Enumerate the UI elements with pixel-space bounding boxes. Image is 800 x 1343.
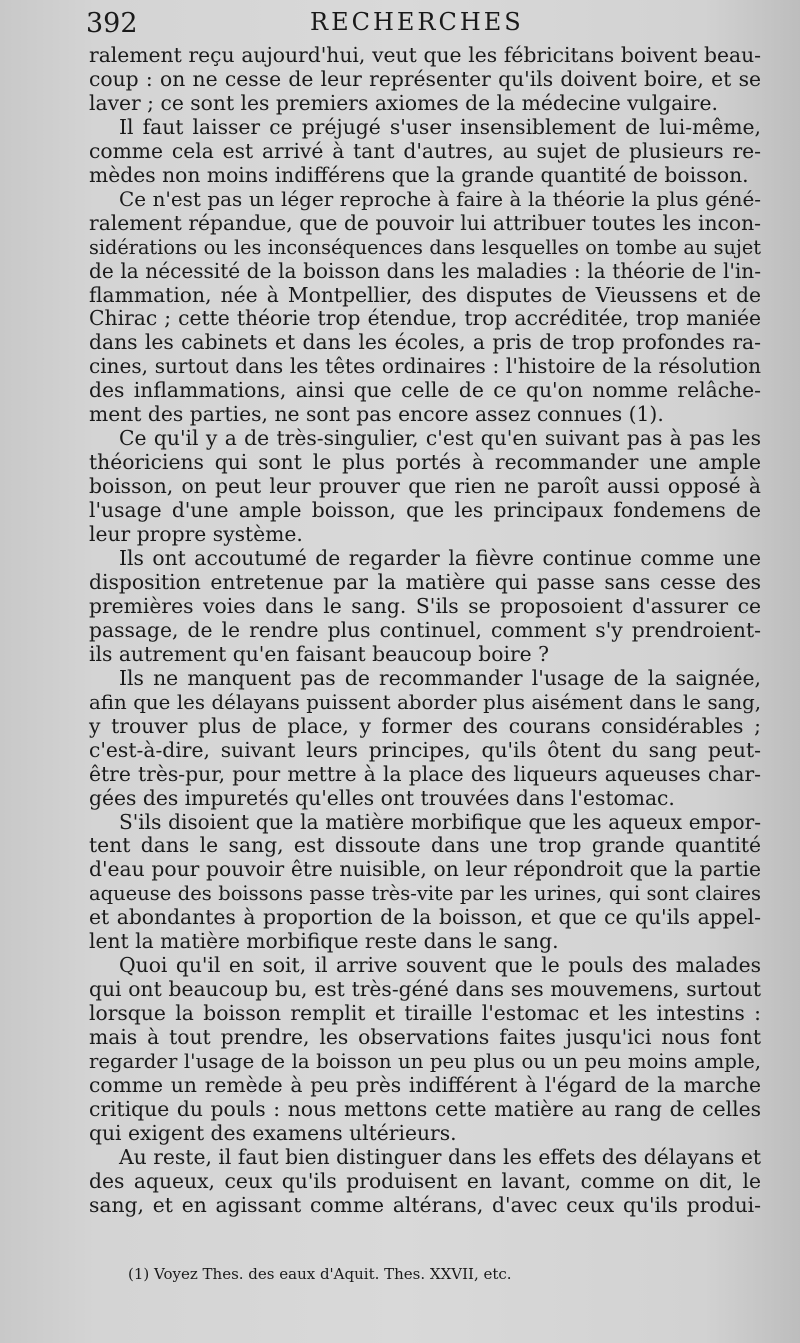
text-line: ment des parties, ne sont pas encore assez connues (1). — [89, 402, 664, 427]
text-line: lent la matière morbifique reste dans le sang. — [89, 929, 559, 954]
text-line: leur propre système. — [89, 522, 303, 547]
text-line: comme un remède à peu près indifférent à l'égard de la marche — [89, 1072, 761, 1097]
text-line: Ce n'est pas un léger reproche à faire à la théorie la plus géné- — [119, 187, 761, 211]
text-line: et abondantes à proportion de la boisson, et que ce qu'ils appel- — [89, 905, 761, 930]
text-line: sang, et en agissant comme altérans, d'avec ceux qu'ils produi- — [89, 1192, 761, 1217]
text-line: théoriciens qui sont le plus portés à recommander une ample — [89, 450, 761, 475]
text-line: mèdes non moins indifférens que la grande quantité de boisson. — [89, 162, 749, 187]
text-line: y trouver plus de place, y former des courans considérables ; — [89, 713, 761, 738]
text-line: des aqueux, ceux qu'ils produisent en lavant, comme on dit, le — [89, 1168, 761, 1193]
paragraph — [89, 188, 761, 428]
paragraph — [89, 547, 761, 667]
text-line: boisson, on peut leur prouver que rien ne paroît aussi opposé à — [89, 474, 761, 499]
text-line: passage, de le rendre plus continuel, comment s'y prendroient- — [89, 617, 761, 642]
text-line: regarder l'usage de la boisson un peu plus ou un peu moins ample, — [89, 1050, 761, 1074]
text-line: comme cela est arrivé à tant d'autres, au sujet de plusieurs re- — [89, 138, 761, 163]
text-line: ils autrement qu'en faisant beaucoup boire ? — [89, 641, 549, 666]
text-line: sidérations ou les inconséquences dans lesquelles on tombe au sujet — [89, 235, 761, 259]
text-line: qui exigent des examens ultérieurs. — [89, 1120, 457, 1145]
body-text — [89, 44, 761, 1218]
paragraph — [89, 954, 761, 1146]
paragraph — [89, 811, 761, 955]
page-number: 392 — [86, 8, 138, 39]
text-line: gées des impuretés qu'elles ont trouvées dans l'estomac. — [89, 785, 675, 810]
text-line: critique du pouls : nous mettons cette matière au rang de celles — [89, 1096, 761, 1121]
text-line: laver ; ce sont les premiers axiomes de la médecine vulgaire. — [89, 90, 718, 115]
text-line: Il faut laisser ce préjugé s'user insensiblement de lui-même, — [119, 114, 761, 139]
text-line: Ils ne manquent pas de recommander l'usage de la saignée, — [119, 665, 761, 690]
text-line: Chirac ; cette théorie trop étendue, trop accréditée, trop maniée — [89, 306, 761, 331]
text-line: dans les cabinets et dans les écoles, a pris de trop profondes ra- — [89, 330, 761, 355]
footnote: (1) Voyez Thes. des eaux d'Aquit. Thes. XXVII, etc. — [128, 1265, 512, 1283]
paragraph — [89, 116, 761, 188]
text-line: de la nécessité de la boisson dans les maladies : la théorie de l'in- — [89, 258, 761, 283]
text-line: qui ont beaucoup bu, est très-géné dans ses mouvemens, surtout — [89, 977, 761, 1002]
text-line: S'ils disoient que la matière morbifique que les aqueux empor- — [119, 809, 761, 834]
text-line: Ils ont accoutumé de regarder la fièvre continue comme une — [119, 546, 761, 571]
text-line: lorsque la boisson remplit et tiraille l'estomac et les intestins : — [89, 1001, 761, 1026]
paragraph — [89, 427, 761, 547]
text-line: ralement répandue, que de pouvoir lui attribuer toutes les incon- — [89, 210, 761, 235]
text-line: Au reste, il faut bien distinguer dans les effets des délayans et — [119, 1144, 761, 1169]
paragraph — [89, 667, 761, 811]
text-line: des inflammations, ainsi que celle de ce qu'on nomme relâche- — [89, 378, 761, 403]
text-line: coup : on ne cesse de leur représenter qu'ils doivent boire, et se — [89, 66, 761, 91]
text-line: l'usage d'une ample boisson, que les principaux fondemens de — [89, 498, 761, 523]
text-line: ralement reçu aujourd'hui, veut que les fébricitans boivent beau- — [89, 43, 761, 67]
text-line: premières voies dans le sang. S'ils se proposoient d'assurer ce — [89, 593, 761, 618]
text-line: cines, surtout dans les têtes ordinaires : l'histoire de la résolution — [89, 354, 761, 379]
paragraph — [89, 1146, 761, 1218]
text-line: aqueuse des boissons passe très-vite par les urines, qui sont claires — [89, 882, 761, 906]
text-line: mais à tout prendre, les observations faites jusqu'ici nous font — [89, 1025, 761, 1050]
paragraph — [89, 44, 761, 116]
text-line: être très-pur, pour mettre à la place des liqueurs aqueuses char- — [89, 761, 761, 786]
running-head: RECHERCHES — [310, 8, 524, 36]
text-line: d'eau pour pouvoir être nuisible, on leur répondroit que la partie — [89, 857, 761, 882]
text-line: tent dans le sang, est dissoute dans une trop grande quantité — [89, 833, 761, 858]
text-line: c'est-à-dire, suivant leurs principes, qu'ils ôtent du sang peut- — [89, 737, 761, 762]
text-line: Quoi qu'il en soit, il arrive souvent que le pouls des malades — [119, 953, 761, 978]
text-line: Ce qu'il y a de très-singulier, c'est qu'en suivant pas à pas les — [119, 426, 761, 451]
text-line: flammation, née à Montpellier, des disputes de Vieussens et de — [89, 282, 761, 307]
text-line: disposition entretenue par la matière qui passe sans cesse des — [89, 569, 761, 594]
text-line: afin que les délayans puissent aborder plus aisément dans le sang, — [89, 690, 761, 714]
